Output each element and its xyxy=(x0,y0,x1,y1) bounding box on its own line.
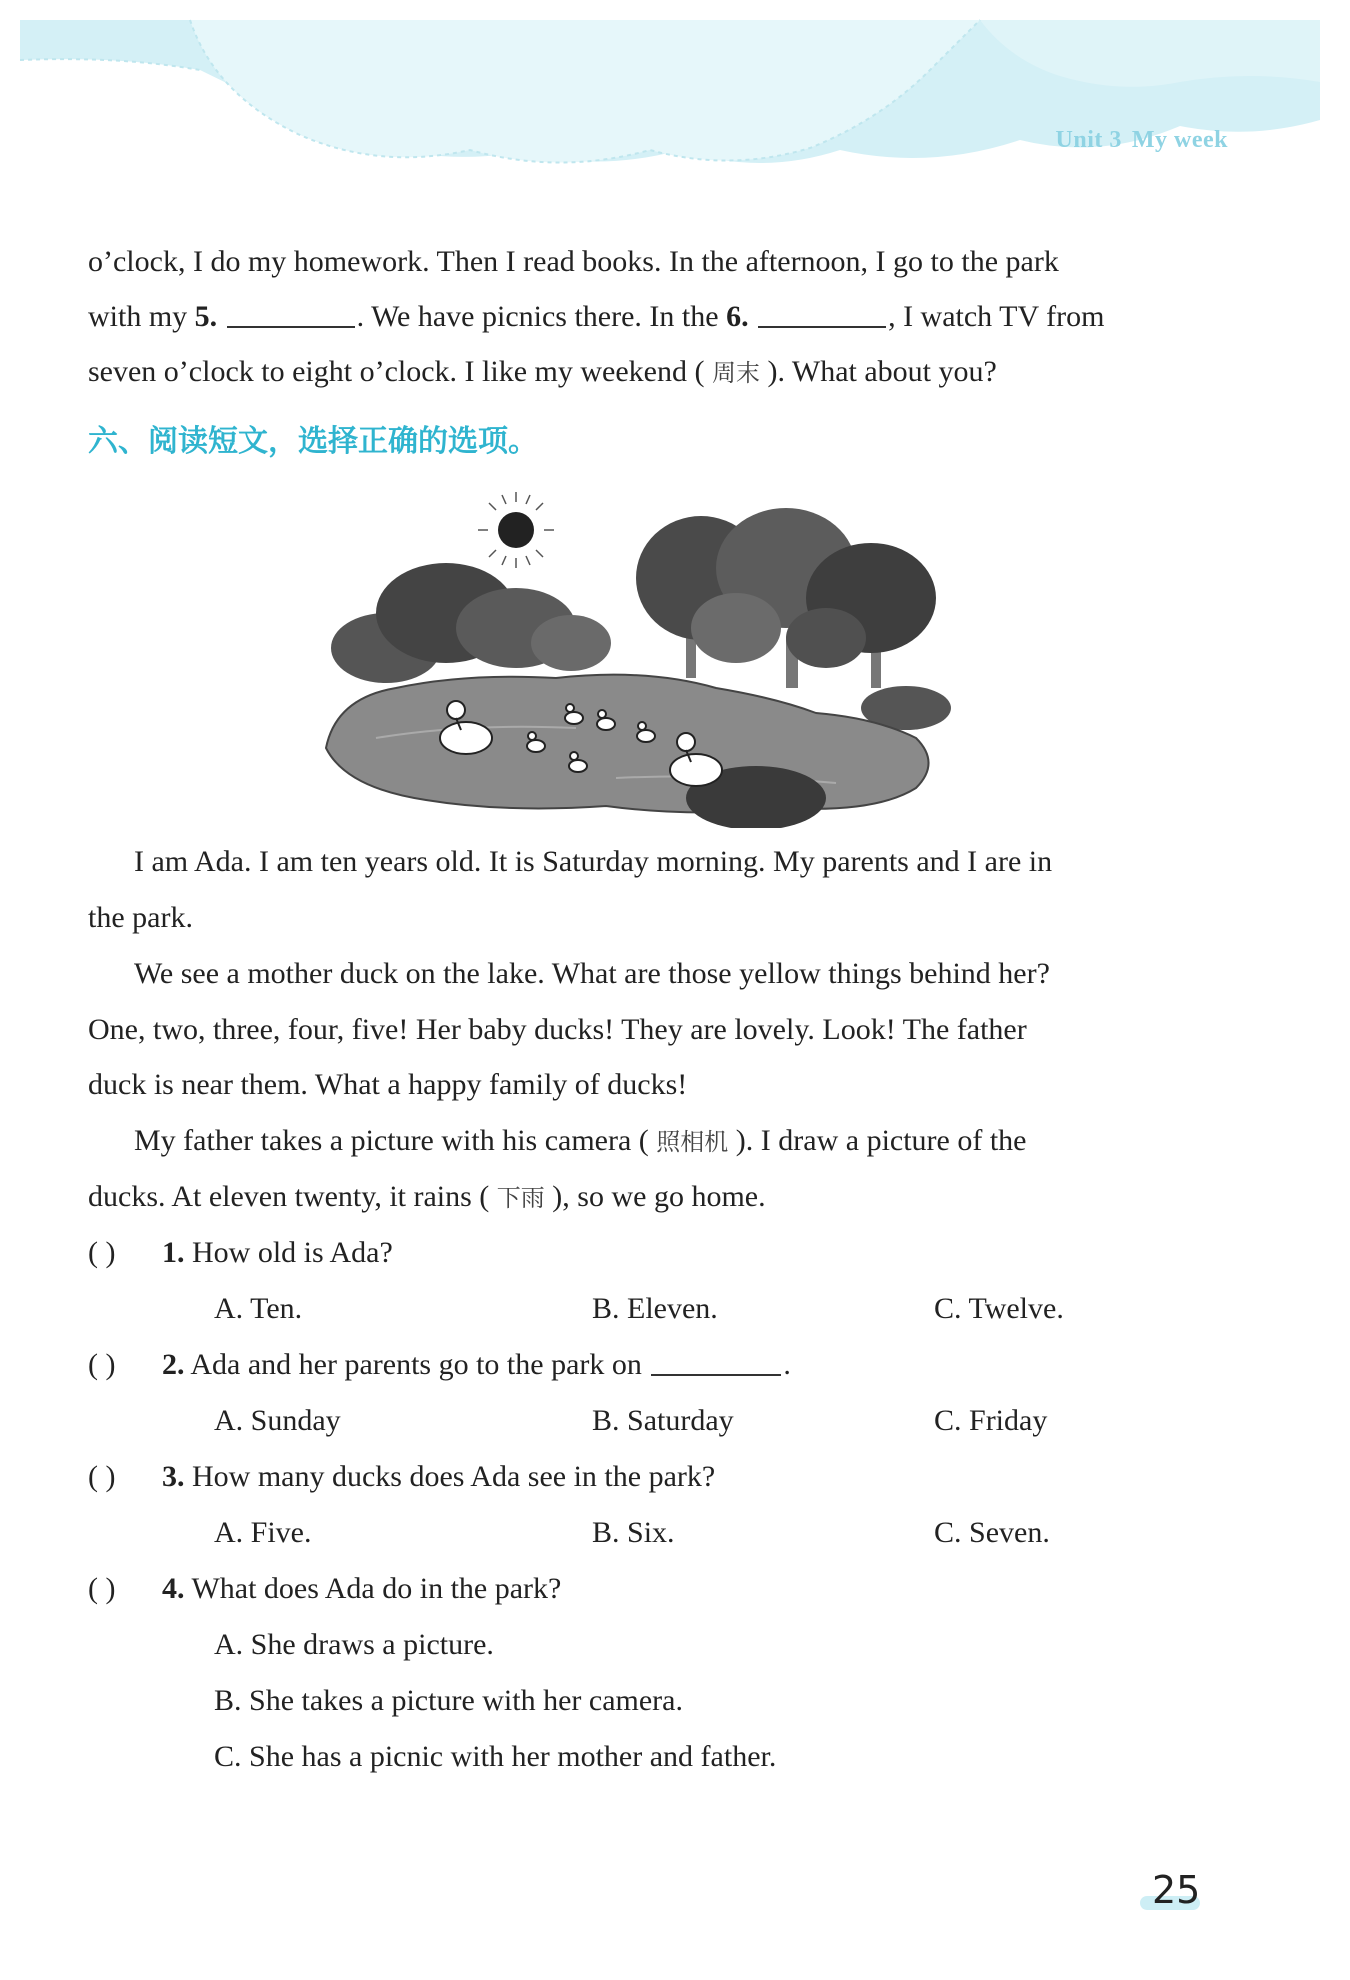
passage-cjk-gloss: 周末 xyxy=(711,359,760,387)
passage-text: , I watch TV from xyxy=(888,300,1105,333)
option-2a[interactable]: A. Sunday xyxy=(214,1404,341,1437)
option-4b[interactable]: B. She takes a picture with her camera. xyxy=(214,1684,683,1717)
blank-6[interactable] xyxy=(758,300,886,328)
blank-5[interactable] xyxy=(227,300,355,328)
passage-text: with my xyxy=(88,300,195,333)
question-number: 3. xyxy=(162,1460,185,1493)
option-3a[interactable]: A. Five. xyxy=(214,1516,312,1549)
passage-text: seven o’clock to eight o’clock. I like my weekend ( xyxy=(88,355,712,388)
reading-p3-line2 xyxy=(88,1177,766,1218)
reading-cjk-gloss: 照相机 xyxy=(656,1128,729,1156)
question-number: 4. xyxy=(162,1572,185,1605)
question-text: What does Ada do in the park? xyxy=(191,1572,562,1605)
option-1b[interactable]: B. Eleven. xyxy=(592,1292,718,1325)
reading-p1-line2: the park. xyxy=(88,901,193,934)
passage-text: ). What about you? xyxy=(759,355,997,388)
question-3 xyxy=(162,1457,715,1497)
question-text: Ada and her parents go to the park on xyxy=(190,1348,650,1381)
question-number: 2. xyxy=(162,1348,185,1381)
answer-paren-4[interactable]: ( ) xyxy=(88,1572,116,1605)
reading-p1-line1: I am Ada. I am ten years old. It is Saturday morning. My parents and I are in xyxy=(134,845,1053,878)
section-6-title: 六、阅读短文，选择正确的选项。 xyxy=(88,424,538,459)
unit-label xyxy=(1056,127,1228,154)
park-lake-illustration xyxy=(316,488,956,828)
reading-text: My father takes a picture with his camera ( xyxy=(134,1124,657,1157)
reading-text: ducks. At eleven twenty, it rains ( xyxy=(88,1180,497,1213)
question-number: 1. xyxy=(162,1236,185,1269)
blank-5-number: 5. xyxy=(194,300,218,333)
option-2c[interactable]: C. Friday xyxy=(934,1404,1048,1437)
answer-paren-1[interactable]: ( ) xyxy=(88,1236,116,1269)
option-3b[interactable]: B. Six. xyxy=(592,1516,675,1549)
question-4 xyxy=(162,1569,561,1609)
reading-p2-line3: duck is near them. What a happy family of ducks! xyxy=(88,1068,688,1101)
passage-line-3 xyxy=(88,352,997,393)
question-2-blank[interactable] xyxy=(651,1348,781,1376)
blank-6-number: 6. xyxy=(726,300,749,333)
passage-line-2 xyxy=(88,297,1104,337)
option-2b[interactable]: B. Saturday xyxy=(592,1404,734,1437)
answer-paren-2[interactable]: ( ) xyxy=(88,1348,116,1381)
reading-p3-line1 xyxy=(134,1121,1027,1162)
unit-title: My week xyxy=(1131,127,1228,153)
unit-number: Unit 3 xyxy=(1055,127,1122,153)
question-text: How many ducks does Ada see in the park? xyxy=(192,1460,716,1493)
page-number: 25 xyxy=(1152,1868,1201,1912)
question-text: How old is Ada? xyxy=(192,1236,393,1269)
option-3c[interactable]: C. Seven. xyxy=(934,1516,1050,1549)
question-1 xyxy=(162,1233,393,1273)
reading-p2-line2: One, two, three, four, five! Her baby ducks! They are lovely. Look! The father xyxy=(88,1013,1027,1046)
sun-icon xyxy=(478,492,554,568)
question-2 xyxy=(162,1345,791,1385)
passage-line-1: o’clock, I do my homework. Then I read books. In the afternoon, I go to the park xyxy=(88,245,1059,278)
left-bushes xyxy=(331,563,611,683)
option-1a[interactable]: A. Ten. xyxy=(214,1292,303,1325)
option-4c[interactable]: C. She has a picnic with her mother and father. xyxy=(214,1740,777,1773)
option-4a[interactable]: A. She draws a picture. xyxy=(214,1628,494,1661)
lake xyxy=(326,675,929,813)
question-tail: . xyxy=(783,1348,791,1381)
passage-text: . We have picnics there. In the xyxy=(356,300,727,333)
option-1c[interactable]: C. Twelve. xyxy=(934,1292,1064,1325)
reading-cjk-gloss: 下雨 xyxy=(496,1184,545,1212)
reading-text: ), so we go home. xyxy=(544,1180,766,1213)
reading-p2-line1: We see a mother duck on the lake. What are those yellow things behind her? xyxy=(134,957,1050,990)
answer-paren-3[interactable]: ( ) xyxy=(88,1460,116,1493)
reading-text: ). I draw a picture of the xyxy=(728,1124,1027,1157)
